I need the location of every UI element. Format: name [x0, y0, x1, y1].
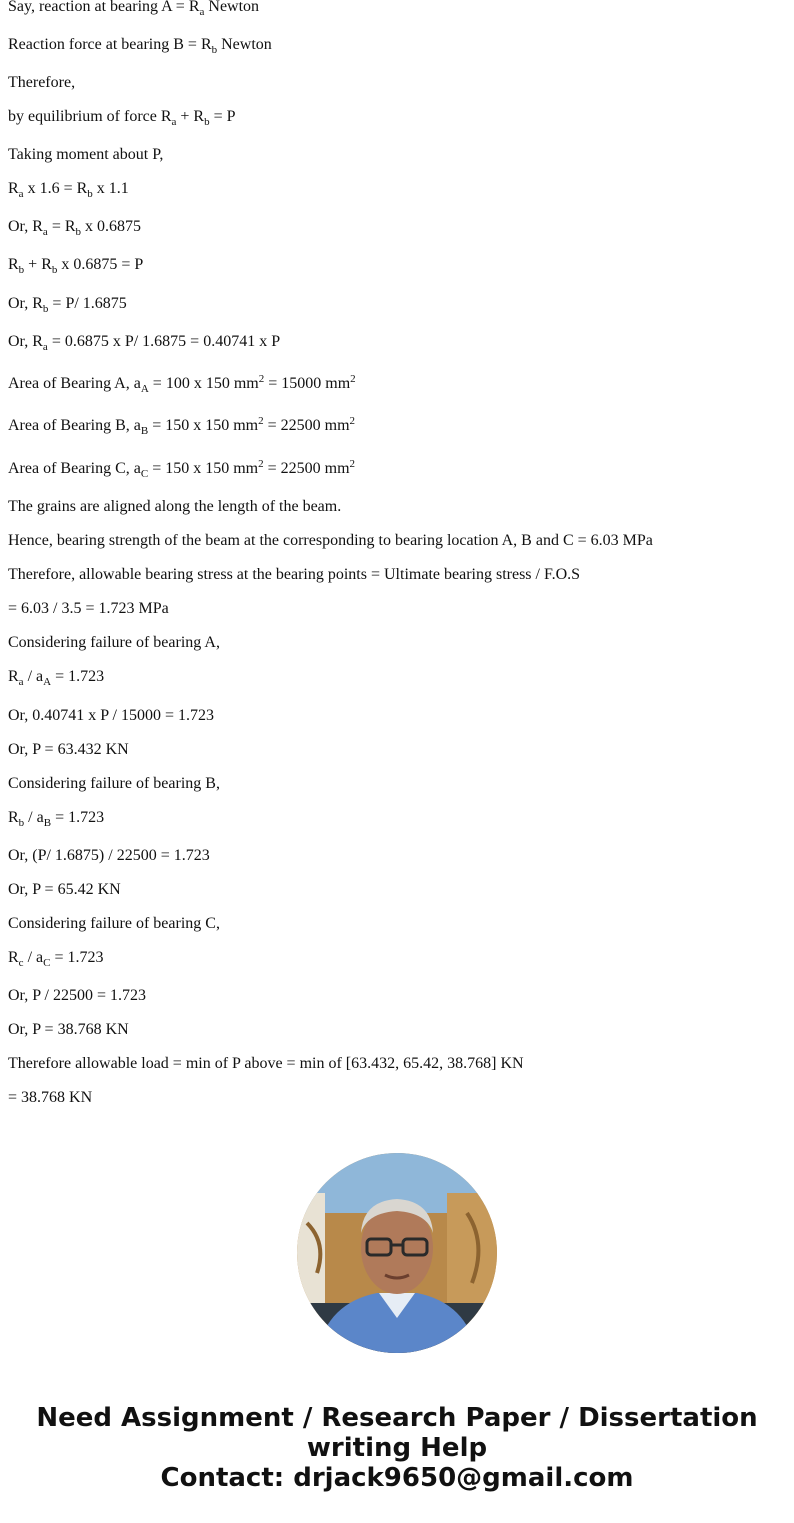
bearing-strength-line: Hence, bearing strength of the beam at the corresponding to bearing location A, B and C = 6.03 MPa — [8, 532, 653, 549]
grain-note: The grains are aligned along the length of the beam. — [8, 498, 342, 515]
promo-banner — [0, 1403, 794, 1493]
therefore-line: Therefore, — [8, 74, 76, 91]
area-bearing-a: Area of Bearing A, $a_A = 100$ x 150 $mm^2 = 15000$ $mm^2$ — [8, 373, 356, 395]
promo-line-2: writing Help — [306, 1433, 488, 1463]
failure-b-substitution: Or, (P/ 1.6875) / 22500 = 1.723 — [8, 847, 210, 864]
failure-c-substitution: Or, P / 22500 = 1.723 — [8, 987, 147, 1004]
allowable-stress-line: Therefore, allowable bearing stress at the bearing points = Ultimate bearing stress / F.O.S — [8, 566, 581, 583]
rb-sum-equation: $R_b + R_b$ x 0.6875 = P — [8, 256, 144, 276]
allowable-stress-value: = 6.03 / 3.5 = 1.723 MPa — [8, 600, 169, 617]
promo-line-1: Need Assignment / Research Paper / Dissertation — [36, 1403, 758, 1433]
moment-heading: Taking moment about P, — [8, 146, 164, 163]
reaction-b-line: Reaction force at bearing $B = R_b$ Newton — [8, 36, 272, 56]
failure-c-result: Or, P = 38.768 KN — [8, 1021, 129, 1038]
reaction-a-line: Say, reaction at bearing $A = R_a$ Newton — [8, 0, 260, 18]
contact-email: Contact: drjack9650@gmail.com — [160, 1463, 634, 1493]
allowable-load-line: Therefore allowable load = min of P above = min of [63.432, 65.42, 38.768] KN — [8, 1055, 524, 1072]
final-answer: = 38.768 KN — [8, 1089, 93, 1106]
rb-result: Or, $R_b = P/$ 1.6875 — [8, 295, 127, 315]
failure-b-result: Or, P = 65.42 KN — [8, 881, 121, 898]
failure-a-equation: $R_a / a_A = 1.723$ — [8, 668, 105, 688]
failure-a-substitution: Or, 0.40741 x P / 15000 = 1.723 — [8, 707, 215, 724]
area-bearing-b: Area of Bearing B, $a_B = 150$ x 150 $mm^2 = 22500$ $mm^2$ — [8, 415, 356, 437]
equilibrium-line: by equilibrium of force $R_a + R_b = P$ — [8, 108, 236, 128]
area-bearing-c: Area of Bearing C, $a_C = 150$ x 150 $mm^2 = 22500$ $mm^2$ — [8, 458, 356, 480]
failure-c-heading: Considering failure of bearing C, — [8, 915, 220, 932]
failure-b-heading: Considering failure of bearing B, — [8, 775, 220, 792]
failure-a-result: Or, P = 63.432 KN — [8, 741, 129, 758]
failure-a-heading: Considering failure of bearing A, — [8, 634, 220, 651]
failure-c-equation: $R_c / a_C = 1.723$ — [8, 949, 104, 969]
moment-equation: $R_a$ x $1.6 = R_b$ x 1.1 — [8, 180, 129, 200]
failure-b-equation: $R_b / a_B = 1.723$ — [8, 809, 105, 829]
author-portrait — [297, 1153, 497, 1353]
ra-result: Or, $R_a = 0.6875$ x P/ 1.6875 = 0.40741 x P — [8, 333, 281, 353]
ra-relation: Or, $R_a = R_b$ x 0.6875 — [8, 218, 142, 238]
author-avatar — [297, 1153, 497, 1353]
